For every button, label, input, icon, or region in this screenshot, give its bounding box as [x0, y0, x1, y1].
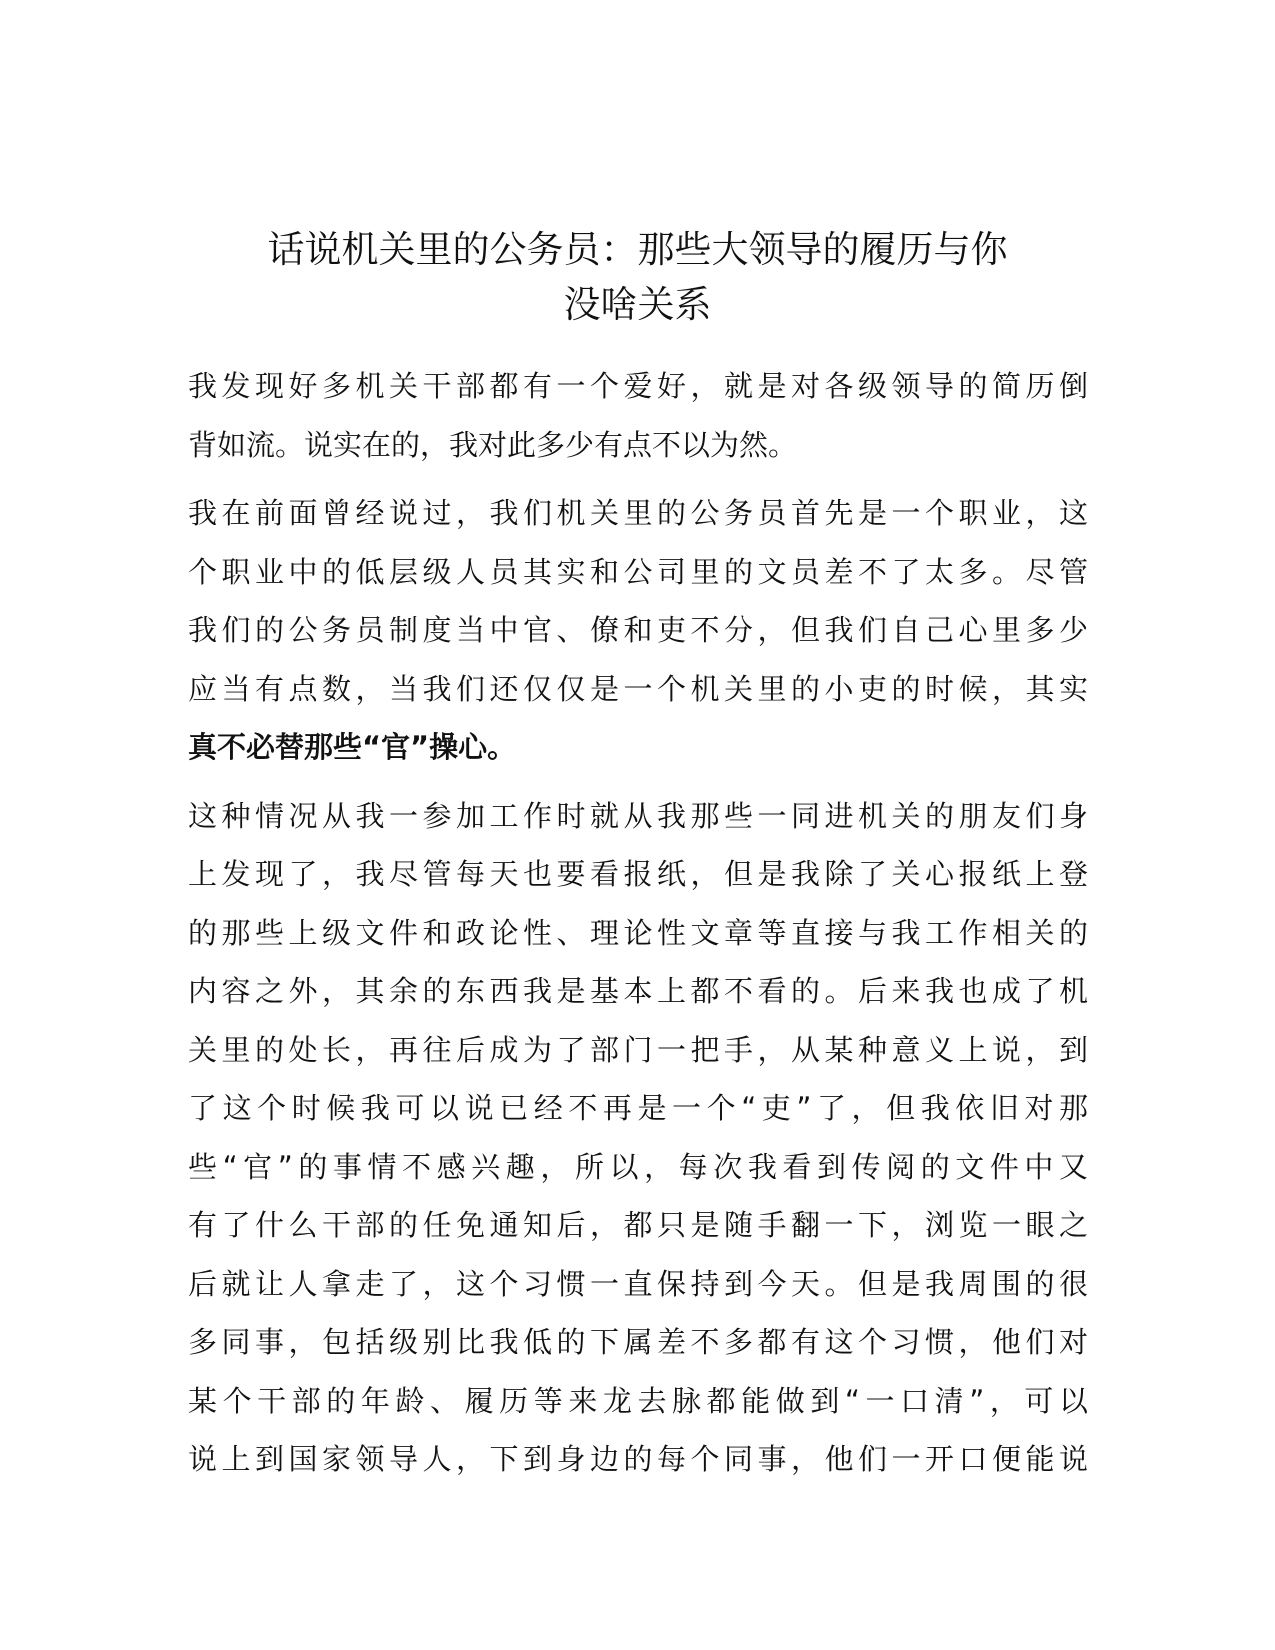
paragraph-line: 我在前面曾经说过，我们机关里的公务员首先是一个职业，这 — [188, 496, 1088, 530]
document-title — [185, 222, 1090, 332]
paragraph-line: 后就让人拿走了，这个习惯一直保持到今天。但是我周围的很 — [188, 1266, 1088, 1301]
paragraph — [188, 484, 1088, 777]
paragraph-line: 上发现了，我尽管每天也要看报纸，但是我除了关心报纸上登 — [188, 857, 1088, 891]
paragraph-line: 内容之外，其余的东西我是基本上都不看的。后来我也成了机 — [188, 974, 1088, 1008]
paragraph-line: 这种情况从我一参加工作时就从我那些一同进机关的朋友们身 — [188, 798, 1088, 833]
paragraph-line: 某个干部的年龄、履历等来龙去脉都能做到“一口清”，可以 — [188, 1383, 1088, 1418]
paragraph-line: 关里的处长，再往后成为了部门一把手，从某种意义上说，到 — [188, 1032, 1088, 1067]
paragraph — [188, 357, 1088, 474]
title-line: 话说机关里的公务员：那些大领导的履历与你 — [267, 228, 1008, 271]
paragraph-line: 多同事，包括级别比我低的下属差不多都有这个习惯，他们对 — [188, 1325, 1088, 1359]
document-body — [188, 357, 1088, 1499]
paragraph-line: 我们的公务员制度当中官、僚和吏不分，但我们自己心里多少 — [188, 613, 1088, 647]
paragraph-line: 背如流。说实在的，我对此多少有点不以为然。 — [188, 427, 798, 462]
paragraph-line: 我发现好多机关干部都有一个爱好，就是对各级领导的简历倒 — [188, 369, 1088, 403]
paragraph-line: 些“官”的事情不感兴趣，所以，每次我看到传阅的文件中又 — [188, 1149, 1088, 1184]
paragraph-line: 应当有点数，当我们还仅仅是一个机关里的小吏的时候，其实 — [188, 671, 1088, 706]
paragraph-line: 真不必替那些“官”操心。 — [188, 730, 517, 764]
title-line: 没啥关系 — [563, 283, 712, 326]
paragraph-line: 个职业中的低层级人员其实和公司里的文员差不了太多。尽管 — [188, 554, 1088, 589]
paragraph-line: 了这个时候我可以说已经不再是一个“吏”了，但我依旧对那 — [188, 1091, 1088, 1125]
paragraph-line: 说上到国家领导人，下到身边的每个同事，他们一开口便能说 — [188, 1442, 1088, 1476]
paragraph — [188, 787, 1088, 1489]
paragraph-line: 的那些上级文件和政论性、理论性文章等直接与我工作相关的 — [188, 915, 1088, 950]
paragraph-line: 有了什么干部的任免通知后，都只是随手翻一下，浏览一眼之 — [188, 1208, 1088, 1242]
